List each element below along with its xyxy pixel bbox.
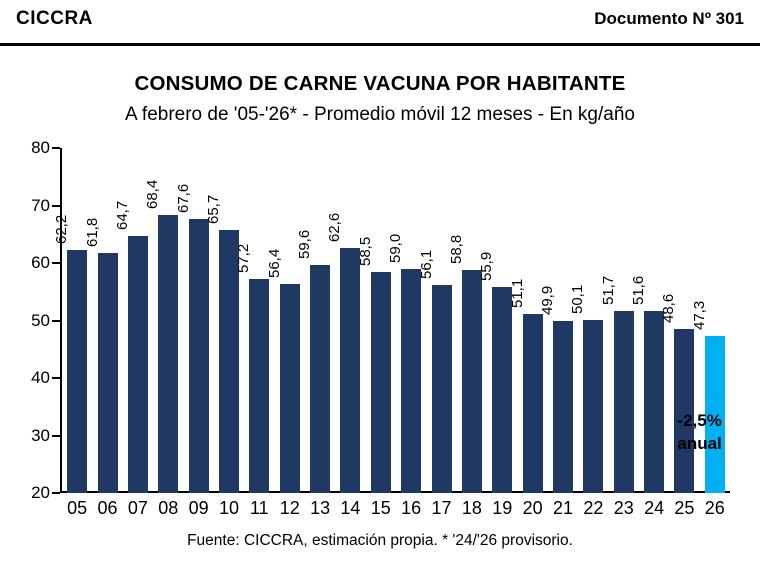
x-axis-tick-label: 23: [613, 498, 634, 518]
bar[interactable]: [98, 253, 118, 493]
y-axis-tick-mark: [52, 492, 60, 494]
x-axis-tick-label: 17: [431, 498, 452, 518]
bar[interactable]: [67, 250, 87, 493]
bar-series: [53, 148, 730, 493]
page-header: [0, 0, 760, 46]
bar-slot: [569, 148, 603, 493]
y-axis: [0, 136, 58, 502]
y-axis-tick-mark: [52, 377, 60, 379]
bar[interactable]: [128, 236, 148, 493]
bar-value-label: 51,6: [630, 276, 648, 306]
bar-value-label: 47,3: [690, 300, 708, 331]
bar-slot: [538, 148, 573, 493]
bar-value-label: 48,6: [660, 293, 678, 323]
bar[interactable]: [523, 314, 543, 493]
bar-slot: [447, 148, 482, 493]
bar-slot: [296, 148, 330, 493]
bar[interactable]: [249, 279, 269, 493]
bar[interactable]: [340, 248, 360, 493]
y-axis-tick-mark: [52, 262, 60, 264]
y-axis-tick-label: 60: [31, 253, 50, 272]
variation-annotation: [659, 410, 740, 456]
y-axis-tick-mark: [52, 435, 60, 437]
bar-value-label: 59,6: [296, 230, 314, 260]
x-axis-tick-label: 13: [310, 498, 331, 518]
x-axis-tick-label: 18: [461, 498, 482, 518]
bar[interactable]: [189, 219, 209, 493]
x-axis-tick-label: 10: [218, 498, 239, 518]
x-axis-tick-label: 24: [644, 498, 665, 518]
y-axis-tick-mark: [52, 205, 60, 207]
bar-slot: [508, 148, 543, 493]
bar-value-label: 58,8: [447, 234, 465, 264]
bar-slot: [326, 148, 360, 493]
bar-value-label: 51,7: [599, 275, 617, 305]
x-axis-tick-label: 20: [522, 498, 543, 518]
x-axis-tick-label: 15: [370, 498, 391, 518]
x-axis-tick-label: 07: [127, 498, 148, 518]
bar-value-label: 62,6: [326, 212, 344, 243]
bar-value-label: 64,7: [113, 200, 131, 230]
bar[interactable]: [644, 311, 664, 493]
x-axis-tick-label: 21: [552, 498, 573, 518]
bar[interactable]: [432, 285, 452, 493]
bar[interactable]: [614, 311, 634, 493]
x-axis-tick-label: 14: [340, 498, 361, 518]
bar-value-label: 61,8: [83, 217, 101, 247]
bar-value-label: 57,2: [235, 243, 253, 274]
y-axis-tick-mark: [52, 320, 60, 322]
x-axis-tick-label: 19: [492, 498, 513, 518]
y-axis-tick-label: 30: [31, 425, 50, 445]
x-axis-tick-label: 06: [97, 498, 118, 518]
organization-label: CICCRA: [16, 7, 93, 29]
annotation-period: anual: [677, 433, 722, 453]
bar-slot: [235, 148, 269, 493]
x-axis-tick-label: 22: [583, 498, 604, 518]
bar[interactable]: [492, 287, 512, 493]
bar-slot: [83, 148, 118, 493]
bar-value-label: 55,9: [478, 251, 496, 281]
bar-value-label: 68,4: [144, 179, 162, 209]
bar[interactable]: [310, 265, 330, 493]
bar-value-label: 59,0: [387, 233, 405, 263]
bar-slot: [599, 148, 634, 493]
y-axis-tick-label: 40: [31, 368, 50, 387]
bar-value-label: 65,7: [204, 195, 222, 225]
bar-value-label: 62,2: [53, 215, 71, 245]
x-axis-tick-label: 16: [401, 498, 422, 518]
bar[interactable]: [371, 272, 391, 493]
bar-value-label: 56,1: [417, 250, 435, 280]
bar-slot: [417, 148, 452, 493]
x-axis-tick-label: 05: [67, 498, 88, 518]
bar-slot: [478, 148, 512, 493]
y-axis-tick-mark: [52, 147, 60, 149]
bar[interactable]: [553, 321, 573, 493]
y-axis-tick-label: 80: [31, 138, 50, 157]
x-axis-tick-label: 25: [674, 498, 695, 518]
y-axis-tick-label: 20: [31, 483, 50, 502]
bar-value-label: 49,9: [538, 285, 556, 316]
x-axis-tick-label: 12: [279, 498, 300, 518]
bar-value-label: 56,4: [265, 248, 283, 278]
annotation-value: -2,5%: [677, 410, 722, 430]
x-axis-tick-label: 11: [250, 498, 269, 518]
document-number-label: Documento Nº 301: [594, 8, 744, 28]
x-axis-tick-label: 26: [704, 498, 725, 518]
y-axis-tick-label: 70: [31, 195, 50, 215]
bar-slot: [387, 148, 421, 493]
bar-value-label: 67,6: [174, 184, 192, 214]
bar-value-label: 51,1: [508, 278, 526, 309]
bar[interactable]: [462, 270, 482, 493]
bar[interactable]: [158, 215, 178, 493]
chart-area: [0, 136, 760, 526]
bar-slot: [204, 148, 239, 493]
bar-value-label: 50,1: [569, 284, 587, 314]
bar[interactable]: [280, 284, 300, 493]
bar-slot: [356, 148, 391, 493]
y-axis-tick-label: 50: [31, 310, 50, 330]
bar-value-label: 58,5: [356, 236, 374, 266]
bar-slot: [265, 148, 300, 493]
source-note: Fuente: CICCRA, estimación propia. * '24/'26 provisorio.: [187, 532, 573, 549]
x-axis-tick-label: 09: [188, 498, 209, 518]
bar-slot: [53, 148, 87, 493]
chart-subtitle: A febrero de '05-'26* - Promedio móvil 12 meses - En kg/año: [125, 104, 635, 125]
x-axis-tick-label: 08: [158, 498, 179, 518]
chart-title: CONSUMO DE CARNE VACUNA POR HABITANTE: [134, 72, 626, 95]
bar[interactable]: [401, 269, 421, 493]
bar[interactable]: [583, 320, 603, 493]
x-axis: [62, 498, 730, 528]
